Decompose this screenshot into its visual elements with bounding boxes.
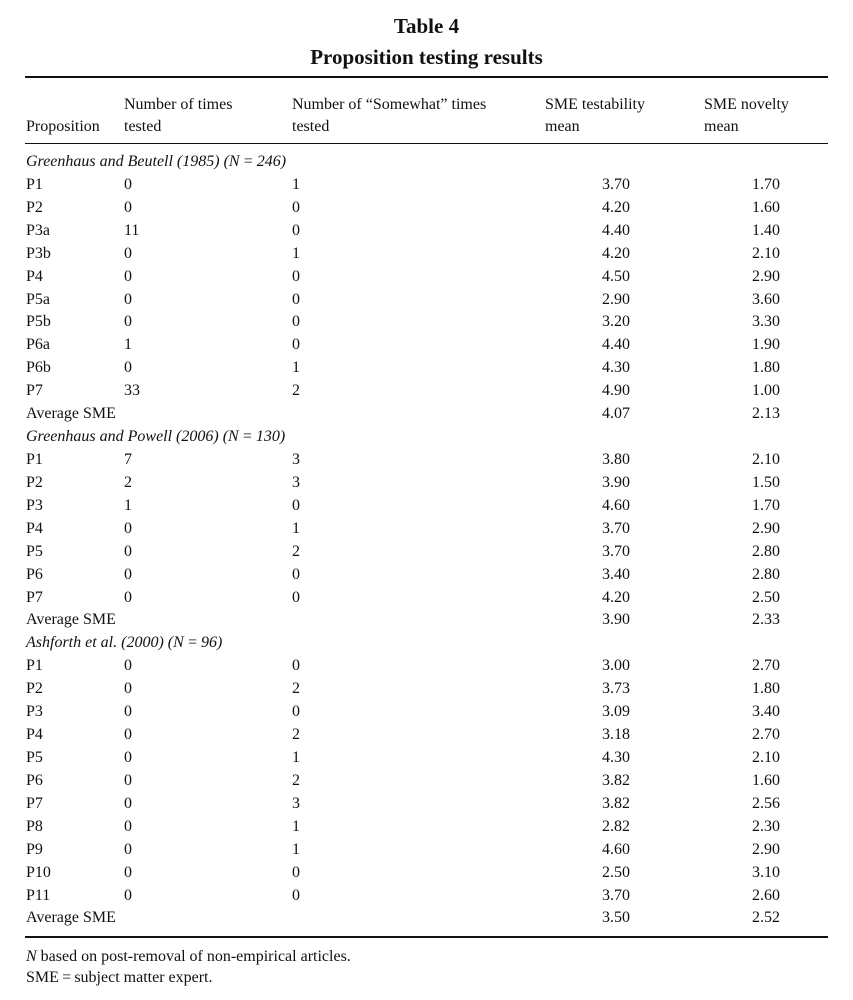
table-row <box>0 472 853 495</box>
cell-proposition: P11 <box>26 886 51 904</box>
cell-somewhat-tested: 0 <box>292 588 300 606</box>
table-row <box>0 357 853 380</box>
header-testability-line2: mean <box>545 118 580 135</box>
cell-proposition: P4 <box>26 267 43 285</box>
cell-somewhat-tested: 0 <box>292 703 300 721</box>
cell-novelty-mean: 2.80 <box>752 542 780 560</box>
cell-times-tested: 0 <box>124 748 132 766</box>
cell-novelty-mean: 2.70 <box>752 657 780 675</box>
cell-novelty-mean: 1.50 <box>752 473 780 491</box>
cell-testability-mean: 4.30 <box>602 748 630 766</box>
section-title: Ashforth et al. (2000) (N = 96) <box>26 634 223 652</box>
table-row <box>0 449 853 472</box>
table-row <box>0 495 853 518</box>
section-heading <box>0 151 853 174</box>
table-row <box>0 243 853 266</box>
footnote-n-symbol: N <box>26 948 37 965</box>
cell-proposition: P4 <box>26 726 43 744</box>
table-row <box>0 541 853 564</box>
cell-novelty-mean: 1.80 <box>752 359 780 377</box>
cell-somewhat-tested: 2 <box>292 382 300 400</box>
header-novelty-line1: SME novelty <box>704 96 789 113</box>
average-testability: 4.07 <box>602 405 630 423</box>
cell-times-tested: 0 <box>124 886 132 904</box>
table-row <box>0 701 853 724</box>
cell-times-tested: 11 <box>124 221 140 239</box>
cell-somewhat-tested: 0 <box>292 863 300 881</box>
cell-testability-mean: 3.82 <box>602 771 630 789</box>
cell-times-tested: 0 <box>124 863 132 881</box>
table-row <box>0 724 853 747</box>
cell-times-tested: 1 <box>124 496 132 514</box>
cell-times-tested: 0 <box>124 267 132 285</box>
cell-times-tested: 0 <box>124 290 132 308</box>
cell-testability-mean: 3.70 <box>602 175 630 193</box>
cell-somewhat-tested: 0 <box>292 565 300 583</box>
cell-proposition: P5b <box>26 313 51 331</box>
cell-proposition: P5 <box>26 748 43 766</box>
cell-times-tested: 0 <box>124 680 132 698</box>
header-times-tested-line2: tested <box>124 118 162 135</box>
header-testability-mean <box>545 94 645 138</box>
cell-times-tested: 0 <box>124 657 132 675</box>
cell-times-tested: 0 <box>124 244 132 262</box>
cell-testability-mean: 4.60 <box>602 840 630 858</box>
cell-times-tested: 0 <box>124 703 132 721</box>
cell-testability-mean: 3.80 <box>602 450 630 468</box>
cell-proposition: P10 <box>26 863 51 881</box>
table-row <box>0 839 853 862</box>
cell-proposition: P2 <box>26 198 43 216</box>
cell-times-tested: 0 <box>124 840 132 858</box>
cell-novelty-mean: 1.90 <box>752 336 780 354</box>
cell-novelty-mean: 1.70 <box>752 175 780 193</box>
table-footnotes <box>26 946 351 988</box>
cell-somewhat-tested: 1 <box>292 519 300 537</box>
cell-proposition: P5 <box>26 542 43 560</box>
table-row <box>0 266 853 289</box>
header-somewhat-tested <box>292 94 486 138</box>
cell-somewhat-tested: 1 <box>292 175 300 193</box>
cell-times-tested: 0 <box>124 588 132 606</box>
cell-somewhat-tested: 0 <box>292 267 300 285</box>
cell-somewhat-tested: 0 <box>292 886 300 904</box>
cell-novelty-mean: 1.60 <box>752 198 780 216</box>
table-row <box>0 334 853 357</box>
cell-novelty-mean: 1.40 <box>752 221 780 239</box>
cell-testability-mean: 3.90 <box>602 473 630 491</box>
cell-times-tested: 7 <box>124 450 132 468</box>
cell-proposition: P6 <box>26 565 43 583</box>
cell-testability-mean: 4.20 <box>602 244 630 262</box>
average-row <box>0 403 853 426</box>
cell-testability-mean: 2.50 <box>602 863 630 881</box>
cell-testability-mean: 2.90 <box>602 290 630 308</box>
cell-somewhat-tested: 3 <box>292 794 300 812</box>
table-row <box>0 747 853 770</box>
average-label: Average SME <box>26 909 116 927</box>
cell-testability-mean: 3.73 <box>602 680 630 698</box>
cell-testability-mean: 3.70 <box>602 886 630 904</box>
average-label: Average SME <box>26 611 116 629</box>
cell-times-tested: 1 <box>124 336 132 354</box>
cell-times-tested: 0 <box>124 817 132 835</box>
cell-testability-mean: 4.40 <box>602 336 630 354</box>
cell-novelty-mean: 2.10 <box>752 450 780 468</box>
average-novelty: 2.33 <box>752 611 780 629</box>
cell-times-tested: 0 <box>124 198 132 216</box>
cell-somewhat-tested: 0 <box>292 198 300 216</box>
cell-proposition: P6 <box>26 771 43 789</box>
cell-testability-mean: 3.40 <box>602 565 630 583</box>
cell-testability-mean: 4.20 <box>602 198 630 216</box>
cell-proposition: P7 <box>26 382 43 400</box>
cell-proposition: P6a <box>26 336 50 354</box>
cell-times-tested: 0 <box>124 565 132 583</box>
header-rule <box>25 143 828 144</box>
cell-times-tested: 0 <box>124 794 132 812</box>
section-heading <box>0 426 853 449</box>
table-row <box>0 311 853 334</box>
cell-novelty-mean: 2.10 <box>752 244 780 262</box>
cell-novelty-mean: 3.40 <box>752 703 780 721</box>
cell-testability-mean: 2.82 <box>602 817 630 835</box>
table-title-block <box>0 10 853 72</box>
header-proposition-label: Proposition <box>26 118 100 135</box>
cell-testability-mean: 4.90 <box>602 382 630 400</box>
top-rule <box>25 76 828 78</box>
footnote-n <box>26 946 351 967</box>
cell-testability-mean: 4.40 <box>602 221 630 239</box>
table-row <box>0 518 853 541</box>
table-row <box>0 380 853 403</box>
table-row <box>0 793 853 816</box>
cell-proposition: P1 <box>26 450 43 468</box>
cell-novelty-mean: 1.80 <box>752 680 780 698</box>
cell-somewhat-tested: 3 <box>292 450 300 468</box>
cell-proposition: P9 <box>26 840 43 858</box>
cell-testability-mean: 4.20 <box>602 588 630 606</box>
average-testability: 3.90 <box>602 611 630 629</box>
cell-testability-mean: 3.70 <box>602 519 630 537</box>
average-row <box>0 907 853 930</box>
cell-times-tested: 0 <box>124 175 132 193</box>
header-times-tested <box>124 94 232 138</box>
cell-proposition: P2 <box>26 680 43 698</box>
cell-somewhat-tested: 1 <box>292 840 300 858</box>
cell-novelty-mean: 1.70 <box>752 496 780 514</box>
table-row <box>0 862 853 885</box>
cell-somewhat-tested: 2 <box>292 726 300 744</box>
cell-proposition: P3 <box>26 496 43 514</box>
cell-somewhat-tested: 0 <box>292 336 300 354</box>
cell-somewhat-tested: 1 <box>292 244 300 262</box>
bottom-rule <box>25 936 828 938</box>
cell-novelty-mean: 2.70 <box>752 726 780 744</box>
cell-novelty-mean: 3.10 <box>752 863 780 881</box>
cell-proposition: P1 <box>26 657 43 675</box>
table-row <box>0 587 853 610</box>
cell-proposition: P8 <box>26 817 43 835</box>
table-row <box>0 816 853 839</box>
cell-times-tested: 0 <box>124 726 132 744</box>
cell-novelty-mean: 2.50 <box>752 588 780 606</box>
table-row <box>0 678 853 701</box>
average-row <box>0 609 853 632</box>
cell-testability-mean: 3.00 <box>602 657 630 675</box>
cell-novelty-mean: 2.90 <box>752 267 780 285</box>
cell-novelty-mean: 2.60 <box>752 886 780 904</box>
cell-times-tested: 0 <box>124 542 132 560</box>
cell-somewhat-tested: 0 <box>292 657 300 675</box>
table-row <box>0 289 853 312</box>
header-testability-line1: SME testability <box>545 96 645 113</box>
cell-somewhat-tested: 0 <box>292 290 300 308</box>
average-label: Average SME <box>26 405 116 423</box>
cell-novelty-mean: 2.30 <box>752 817 780 835</box>
cell-testability-mean: 4.30 <box>602 359 630 377</box>
cell-proposition: P3 <box>26 703 43 721</box>
cell-times-tested: 0 <box>124 771 132 789</box>
table-row <box>0 770 853 793</box>
cell-somewhat-tested: 1 <box>292 359 300 377</box>
header-somewhat-tested-line1: Number of “Somewhat” times <box>292 96 487 113</box>
cell-somewhat-tested: 1 <box>292 748 300 766</box>
table-row <box>0 885 853 908</box>
header-novelty-mean <box>704 94 789 138</box>
section-title: Greenhaus and Powell (2006) (N = 130) <box>26 428 286 446</box>
table-row <box>0 564 853 587</box>
cell-novelty-mean: 2.56 <box>752 794 780 812</box>
cell-somewhat-tested: 2 <box>292 680 300 698</box>
table-label: Table 4 <box>393 14 460 38</box>
cell-somewhat-tested: 0 <box>292 221 300 239</box>
table-row <box>0 655 853 678</box>
cell-novelty-mean: 2.90 <box>752 840 780 858</box>
cell-novelty-mean: 2.10 <box>752 748 780 766</box>
section-title: Greenhaus and Beutell (1985) (N = 246) <box>26 153 287 170</box>
header-proposition <box>26 116 100 138</box>
cell-proposition: P6b <box>26 359 51 377</box>
cell-somewhat-tested: 1 <box>292 817 300 835</box>
average-novelty: 2.52 <box>752 909 780 927</box>
cell-proposition: P3a <box>26 221 50 239</box>
cell-somewhat-tested: 3 <box>292 473 300 491</box>
cell-testability-mean: 3.20 <box>602 313 630 331</box>
average-testability: 3.50 <box>602 909 630 927</box>
table-row <box>0 220 853 243</box>
cell-novelty-mean: 2.90 <box>752 519 780 537</box>
table-body <box>0 151 853 930</box>
cell-somewhat-tested: 0 <box>292 313 300 331</box>
cell-proposition: P7 <box>26 794 43 812</box>
cell-times-tested: 33 <box>124 382 140 400</box>
header-somewhat-tested-line2: tested <box>292 118 330 135</box>
cell-novelty-mean: 3.30 <box>752 313 780 331</box>
cell-proposition: P5a <box>26 290 50 308</box>
cell-proposition: P4 <box>26 519 43 537</box>
cell-novelty-mean: 1.60 <box>752 771 780 789</box>
cell-somewhat-tested: 2 <box>292 771 300 789</box>
cell-times-tested: 0 <box>124 313 132 331</box>
cell-proposition: P2 <box>26 473 43 491</box>
cell-proposition: P7 <box>26 588 43 606</box>
table-caption: Proposition testing results <box>310 45 543 69</box>
cell-testability-mean: 4.60 <box>602 496 630 514</box>
section-heading <box>0 632 853 655</box>
header-times-tested-line1: Number of times <box>124 96 233 113</box>
cell-times-tested: 0 <box>124 519 132 537</box>
header-novelty-line2: mean <box>704 118 739 135</box>
cell-novelty-mean: 1.00 <box>752 382 780 400</box>
cell-somewhat-tested: 0 <box>292 496 300 514</box>
cell-testability-mean: 3.70 <box>602 542 630 560</box>
footnote-sme: SME = subject matter expert. <box>26 969 213 986</box>
cell-testability-mean: 3.09 <box>602 703 630 721</box>
cell-times-tested: 2 <box>124 473 132 491</box>
cell-novelty-mean: 2.80 <box>752 565 780 583</box>
average-novelty: 2.13 <box>752 405 780 423</box>
table-row <box>0 174 853 197</box>
table-row <box>0 197 853 220</box>
cell-testability-mean: 3.18 <box>602 726 630 744</box>
cell-testability-mean: 4.50 <box>602 267 630 285</box>
cell-times-tested: 0 <box>124 359 132 377</box>
cell-novelty-mean: 3.60 <box>752 290 780 308</box>
cell-proposition: P1 <box>26 175 43 193</box>
cell-proposition: P3b <box>26 244 51 262</box>
cell-somewhat-tested: 2 <box>292 542 300 560</box>
footnote-n-text: based on post-removal of non-empirical articles. <box>36 948 351 965</box>
cell-testability-mean: 3.82 <box>602 794 630 812</box>
